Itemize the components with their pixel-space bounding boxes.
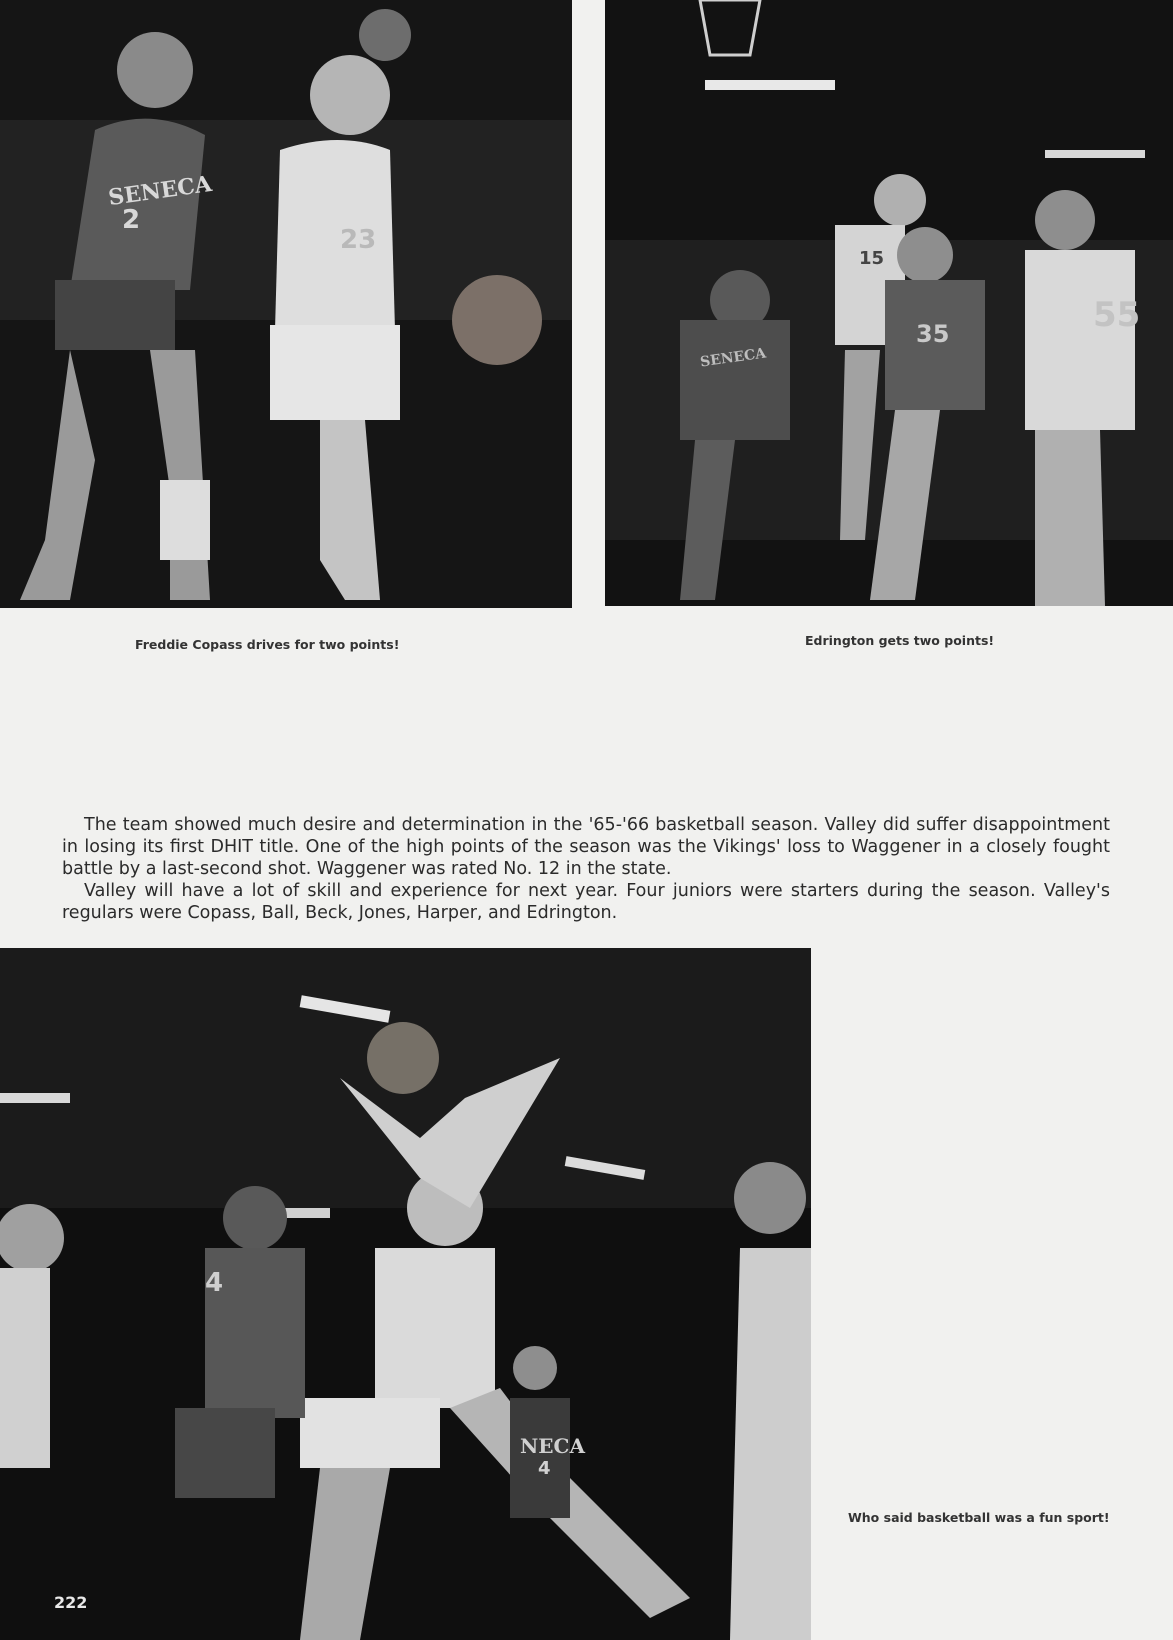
jersey-number-35: 35	[916, 320, 950, 348]
photo-edrington-shot	[605, 0, 1173, 606]
summary-paragraph-2: Valley will have a lot of skill and experience for next year. Four juniors were starters during the season. Valley's regulars were Copass, Ball, Beck, Jones, Harper, and Edrington.	[62, 881, 1110, 923]
summary-paragraph-1: The team showed much desire and determination in the '65-'66 basketball season. Valley did suffer disappointment in losing its first DHIT title. One of the high points of the season was the Vikings' loss to Waggener in a closely fought battle by a last-second shot. Waggener was rated No. 12 in the state.	[62, 815, 1110, 879]
jersey-neca-text: NECA	[520, 1434, 585, 1458]
jersey-number-15: 15	[859, 248, 885, 269]
jersey-number-copass: 23	[340, 225, 377, 255]
jersey-number-left: 4	[205, 1268, 224, 1298]
caption-fun-sport: Who said basketball was a fun sport!	[848, 1510, 1110, 1525]
jersey-seneca-text: SENECA	[699, 345, 768, 371]
jersey-seneca-text: SENECA	[106, 170, 214, 212]
jersey-number-neca: 4	[538, 1458, 551, 1479]
caption-copass: Freddie Copass drives for two points!	[135, 637, 400, 652]
photo-rebound-scramble	[0, 948, 811, 1640]
page-number: 222	[54, 1593, 88, 1612]
jersey-number-opponent: 2	[122, 205, 141, 235]
season-summary	[62, 814, 1110, 924]
jersey-number-55: 55	[1093, 295, 1141, 335]
photo-copass-drive	[0, 0, 572, 608]
caption-edrington: Edrington gets two points!	[805, 633, 995, 648]
